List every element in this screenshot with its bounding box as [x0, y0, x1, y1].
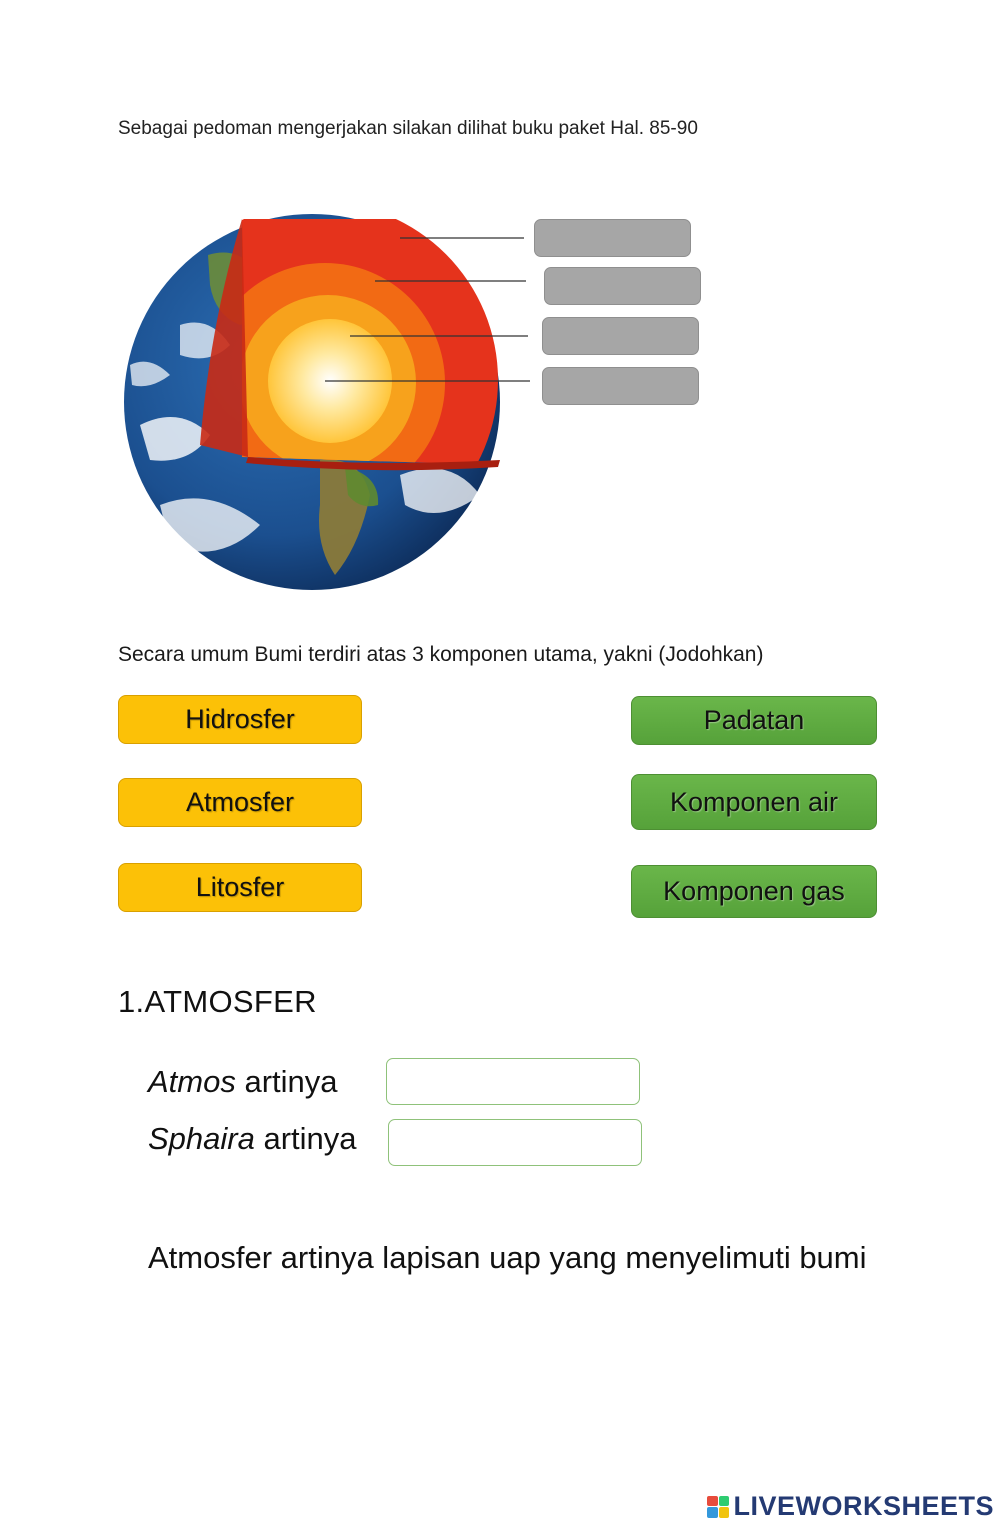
layer-label-slot-3[interactable] [542, 317, 699, 355]
match-right-komponen-air[interactable]: Komponen air [631, 774, 877, 830]
match-left-atmosfer[interactable]: Atmosfer [118, 778, 362, 827]
match-right-komponen-gas[interactable]: Komponen gas [631, 865, 877, 918]
sphaira-answer-input[interactable] [388, 1119, 642, 1166]
layer-label-slot-1[interactable] [534, 219, 691, 257]
brand-name: LIVEWORKSHEETS [733, 1491, 994, 1521]
term-suffix: artinya [235, 1064, 338, 1099]
matching-prompt: Secara umum Bumi terdiri atas 3 komponen utama, yakni (Jodohkan) [118, 643, 764, 666]
section-heading: 1.ATMOSFER [118, 984, 317, 1019]
liveworksheets-icon [707, 1496, 729, 1518]
match-right-padatan[interactable]: Padatan [631, 696, 877, 745]
match-left-litosfer[interactable]: Litosfer [118, 863, 362, 912]
layer-label-slot-4[interactable] [542, 367, 699, 405]
layer-label-slot-2[interactable] [544, 267, 701, 305]
term-word: Sphaira [148, 1121, 255, 1156]
instruction-text: Sebagai pedoman mengerjakan silakan dilihat buku paket Hal. 85-90 [118, 118, 698, 139]
term-sphaira [148, 1121, 357, 1157]
term-suffix: artinya [254, 1121, 357, 1156]
term-atmos [148, 1064, 338, 1100]
match-left-hidrosfer[interactable]: Hidrosfer [118, 695, 362, 744]
earth-layers-diagram [120, 205, 720, 595]
atmos-answer-input[interactable] [386, 1058, 640, 1105]
liveworksheets-logo[interactable] [707, 1491, 994, 1522]
atmosfer-definition: Atmosfer artinya lapisan uap yang menyelimuti bumi [148, 1240, 867, 1275]
term-word: Atmos [148, 1064, 236, 1099]
